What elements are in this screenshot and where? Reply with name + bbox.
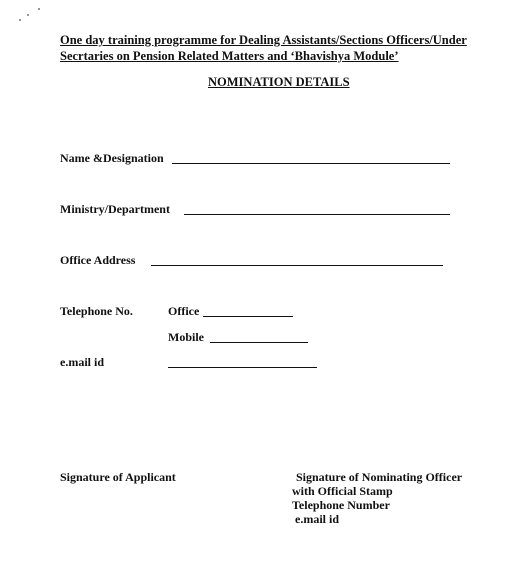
name-designation-label: Name &Designation xyxy=(60,151,164,165)
office-address-label: Office Address xyxy=(60,253,136,267)
applicant-signature-label: Signature of Applicant xyxy=(60,470,176,484)
office-address-field[interactable] xyxy=(151,265,443,266)
scan-speck xyxy=(19,19,21,21)
officer-email-label: e.mail id xyxy=(295,512,339,526)
mobile-field[interactable] xyxy=(210,342,308,343)
official-stamp-label: with Official Stamp xyxy=(292,484,393,498)
scan-speck xyxy=(38,8,40,10)
telephone-label: Telephone No. xyxy=(60,304,133,318)
document-title xyxy=(60,32,467,64)
office-phone-label: Office xyxy=(168,304,200,318)
officer-telephone-label: Telephone Number xyxy=(292,498,390,512)
nominating-officer-signature-label: Signature of Nominating Officer xyxy=(296,470,463,484)
title-line-1: One day training programme for Dealing Assistants/Sections Officers/Under xyxy=(60,33,467,47)
email-field[interactable] xyxy=(168,367,317,368)
name-designation-field[interactable] xyxy=(172,163,450,164)
section-heading: NOMINATION DETAILS xyxy=(208,75,350,89)
ministry-department-label: Ministry/Department xyxy=(60,202,170,216)
office-phone-field[interactable] xyxy=(203,316,293,317)
title-line-2: Secrtaries on Pension Related Matters and ‘Bhavishya Module’ xyxy=(60,49,399,63)
mobile-label: Mobile xyxy=(168,330,204,344)
ministry-department-field[interactable] xyxy=(184,214,450,215)
email-label: e.mail id xyxy=(60,355,104,369)
scan-speck xyxy=(27,14,29,16)
